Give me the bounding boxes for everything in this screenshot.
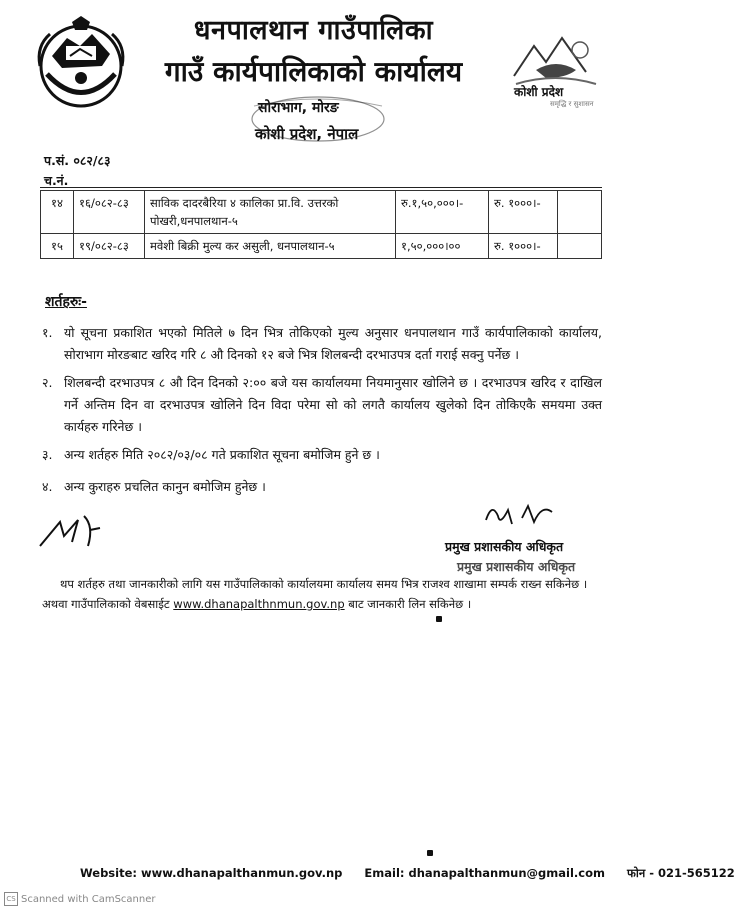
conditions-title: शर्तहरुः- bbox=[45, 294, 87, 310]
table-row bbox=[41, 234, 602, 259]
footer-website: Website: www.dhanapalthanmun.gov.np bbox=[80, 866, 343, 880]
signatory-designation: प्रमुख प्रशासकीय अधिकृत bbox=[445, 539, 564, 554]
condition-text: अन्य शर्तहरु मिति २०८२/०३/०८ गते प्रकाशित सूचना बमोजिम हुने छ । bbox=[64, 447, 380, 462]
contact-note bbox=[42, 574, 598, 614]
camscanner-icon: CS bbox=[4, 892, 18, 906]
condition-text: अन्य कुराहरु प्रचलित कानुन बमोजिम हुनेछ । bbox=[64, 479, 266, 494]
address-line-1: सोराभाग, मोरङ bbox=[258, 100, 339, 116]
condition-item bbox=[42, 372, 602, 438]
serial-cell: १५ bbox=[41, 234, 74, 259]
website-link[interactable]: www.dhanapalthnmun.gov.np bbox=[173, 597, 345, 611]
condition-number: २. bbox=[42, 375, 53, 390]
signatory-designation-stamp: प्रमुख प्रशासकीय अधिकृत bbox=[457, 559, 576, 574]
speck-mark bbox=[427, 850, 433, 856]
description-cell: मवेशी बिक्री मुल्य कर असुली, धनपालथान-५ bbox=[145, 234, 396, 259]
signature-left-icon bbox=[38, 512, 106, 550]
deposit-cell: रु. १०००।- bbox=[489, 234, 558, 259]
serial-cell: १४ bbox=[41, 191, 74, 234]
koshi-province-logo-icon bbox=[506, 28, 604, 108]
condition-number: ४. bbox=[42, 479, 53, 494]
logo-subtext: समृद्धि र सुशासन bbox=[550, 100, 594, 108]
code-cell: १६/०८२-८३ bbox=[74, 191, 145, 234]
condition-item bbox=[42, 322, 602, 366]
amount-cell: रु.१,५०,०००।- bbox=[396, 191, 489, 234]
dispatch-number: च.नं. bbox=[44, 173, 69, 188]
description-cell: साविक दादरबैरिया ४ कालिका प्रा.वि. उत्तरको पोखरी,धनपालथान-५ bbox=[145, 191, 396, 234]
footer-phone: फोन - 021-565122 bbox=[627, 866, 735, 880]
remarks-cell bbox=[558, 234, 602, 259]
municipality-name: धनपालथान गाउँपालिका bbox=[193, 15, 434, 46]
table-row bbox=[41, 191, 602, 234]
scanner-text: Scanned with CamScanner bbox=[21, 894, 156, 905]
note-text-end: बाट जानकारी लिन सकिनेछ । bbox=[348, 597, 472, 611]
speck-mark bbox=[436, 616, 442, 622]
deposit-cell: रु. १०००।- bbox=[489, 191, 558, 234]
remarks-cell bbox=[558, 191, 602, 234]
address-line-2: कोशी प्रदेश, नेपाल bbox=[255, 125, 359, 143]
condition-item bbox=[42, 476, 602, 498]
footer-email: Email: dhanapalthanmun@gmail.com bbox=[364, 866, 605, 880]
condition-number: १. bbox=[42, 325, 53, 340]
condition-text: शिलबन्दी दरभाउपत्र ८ औ दिन दिनको २:०० बजे यस कार्यालयमा नियमानुसार खोलिने छ । दरभाउपत्र खरिद र दाखिल गर्ने अन्तिम दिन वा दरभाउपत्र खोलिने दिन विदा परेमा सो को लगतै कार्यालय खुलेको दिन तोकिएकै समयमा उक्त कार्यहरु गरिनेछ । bbox=[64, 375, 602, 434]
office-name: गाउँ कार्यपालिकाको कार्यालय bbox=[164, 55, 463, 88]
logo-text: कोशी प्रदेश bbox=[514, 85, 564, 99]
amount-cell: १,५०,०००।०० bbox=[396, 234, 489, 259]
items-table bbox=[40, 190, 602, 259]
condition-number: ३. bbox=[42, 447, 53, 462]
letter-number: प.सं. ०८२/८३ bbox=[44, 153, 111, 168]
note-text: थप शर्तहरु तथा जानकारीको लागि यस गाउँपालिकाको कार्यालयमा कार्यालय समय भित्र राजश्व शाखामा सम्पर्क राख्न सकिनेछ । अथवा गाउँपालिकाको वेबसाईट bbox=[42, 577, 588, 611]
scanner-watermark bbox=[4, 892, 156, 906]
signature-right-icon bbox=[482, 500, 562, 530]
page-footer bbox=[80, 866, 753, 881]
condition-item bbox=[42, 444, 602, 466]
header-divider bbox=[40, 187, 602, 188]
condition-text: यो सूचना प्रकाशित भएको मितिले ७ दिन भित्र तोकिएको मुल्य अनुसार धनपालथान गाउँ कार्यपालिकाको कार्यालय, सोराभाग मोरङबाट खरिद गरि ८ औ दिनको १२ बजे भित्र शिलबन्दी दरभाउपत्र दर्ता गराई सक्नु पर्नेछ । bbox=[64, 325, 602, 362]
office-stamp-icon bbox=[248, 94, 388, 144]
code-cell: १९/०८२-८३ bbox=[74, 234, 145, 259]
